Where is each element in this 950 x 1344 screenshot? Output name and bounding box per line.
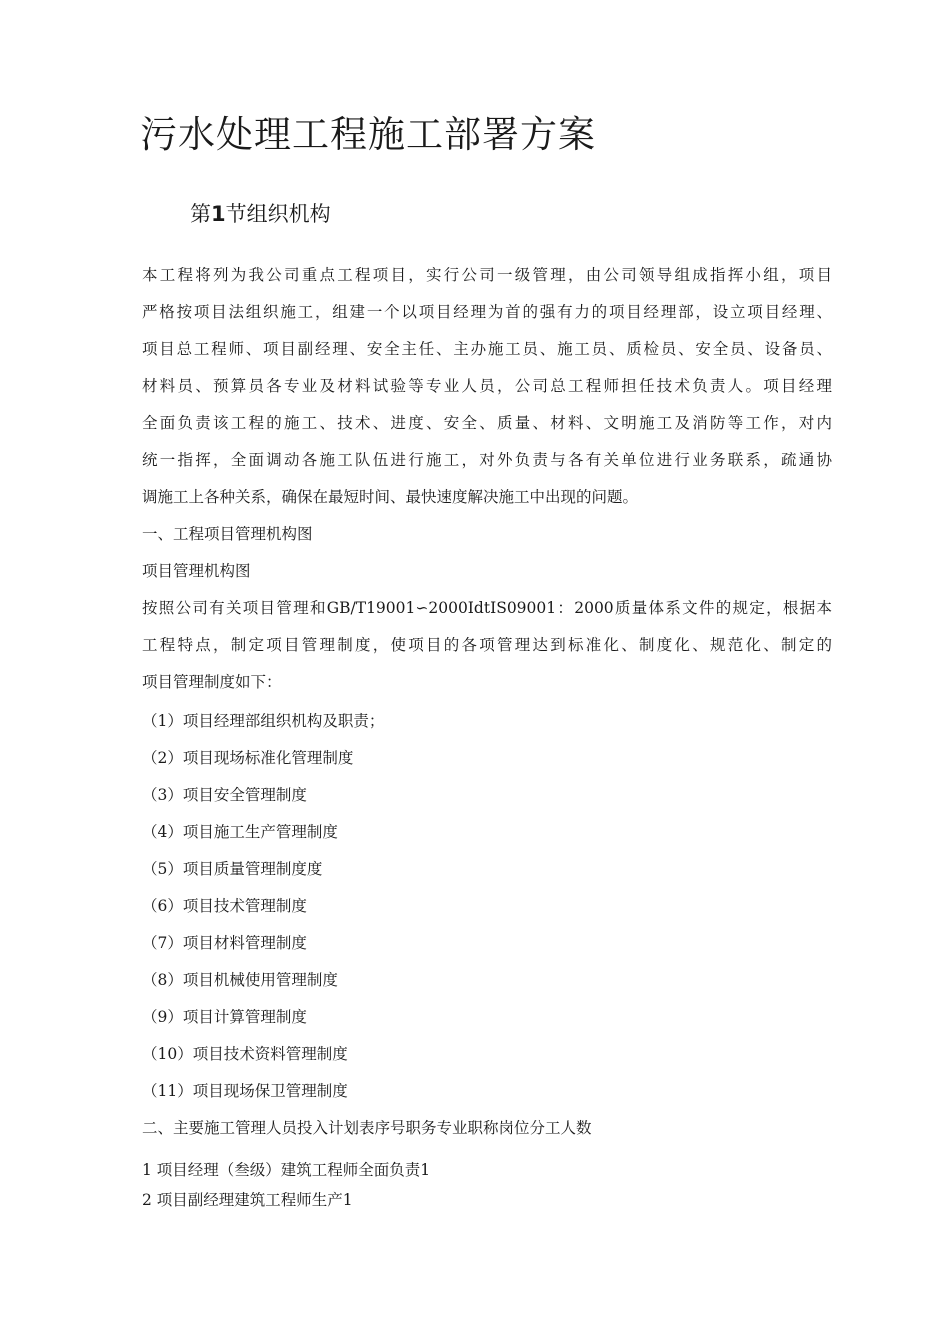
intro-line: 调施工上各种关系，确保在最短时间、最快速度解决施工中出现的问题。	[142, 488, 639, 506]
staff-row: 1 项目经理（叁级）建筑工程师全面负责1	[142, 1161, 431, 1179]
rule-item: （11）项目现场保卫管理制度	[142, 1082, 348, 1100]
rule-item: （7）项目材料管理制度	[142, 934, 307, 952]
intro-line: 材料员、预算员各专业及材料试验等专业人员，公司总工程师担任技术负责人。项目经理	[142, 377, 832, 395]
policy-line: 工程特点，制定项目管理制度，使项目的各项管理达到标准化、制度化、规范化、制定的	[142, 636, 832, 654]
section-heading	[190, 198, 331, 228]
policy-line: 项目管理制度如下：	[142, 673, 282, 691]
chart-label: 项目管理机构图	[142, 562, 251, 580]
staff-row: 2 项目副经理建筑工程师生产1	[142, 1191, 353, 1209]
intro-line: 项目总工程师、项目副经理、安全主任、主办施工员、施工员、质检员、安全员、设备员、	[142, 340, 832, 358]
section-number: 1	[211, 202, 226, 226]
rule-item: （2）项目现场标准化管理制度	[142, 749, 354, 767]
heading-management-chart: 一、工程项目管理机构图	[142, 525, 313, 543]
rule-item: （9）项目计算管理制度	[142, 1008, 307, 1026]
section-prefix: 第	[190, 202, 211, 226]
intro-line: 全面负责该工程的施工、技术、进度、安全、质量、材料、文明施工及消防等工作，对内	[142, 414, 832, 432]
rule-item: （1）项目经理部组织机构及职责；	[142, 712, 385, 730]
rule-item: （10）项目技术资料管理制度	[142, 1045, 348, 1063]
document-title: 污水处理工程施工部署方案	[140, 113, 596, 156]
section-text: 节组织机构	[225, 202, 331, 226]
rule-item: （8）项目机械使用管理制度	[142, 971, 338, 989]
rule-item: （4）项目施工生产管理制度	[142, 823, 338, 841]
rule-item: （3）项目安全管理制度	[142, 786, 307, 804]
policy-line: 按照公司有关项目管理和GB/T19001∽2000IdtIS09001：2000质量体系文件的规定，根据本	[142, 599, 832, 617]
intro-line: 统一指挥，全面调动各施工队伍进行施工，对外负责与各有关单位进行业务联系，疏通协	[142, 451, 832, 469]
intro-line: 严格按项目法组织施工，组建一个以项目经理为首的强有力的项目经理部，设立项目经理、	[142, 303, 832, 321]
intro-line: 本工程将列为我公司重点工程项目，实行公司一级管理，由公司领导组成指挥小组，项目	[142, 266, 832, 284]
rule-item: （6）项目技术管理制度	[142, 897, 307, 915]
rule-item: （5）项目质量管理制度度	[142, 860, 323, 878]
heading-staff-plan: 二、主要施工管理人员投入计划表序号职务专业职称岗位分工人数	[142, 1119, 592, 1137]
